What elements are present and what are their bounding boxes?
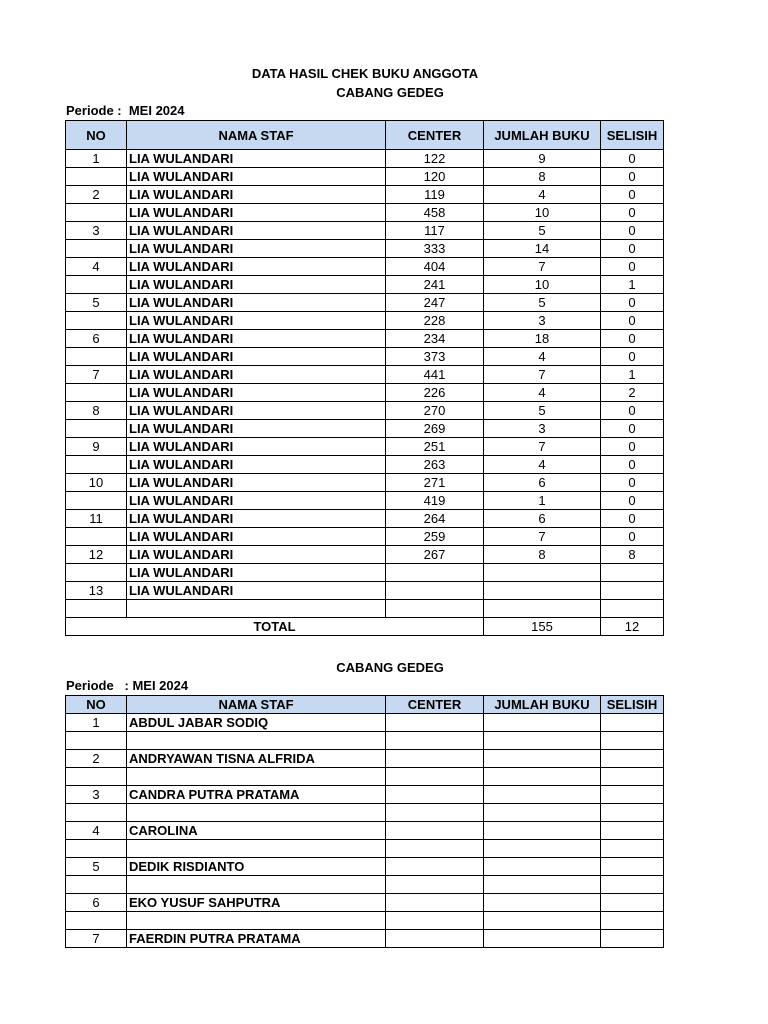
row-jumlah-buku: 4	[484, 384, 601, 402]
row-no	[66, 420, 127, 438]
row-nama-staf: LIA WULANDARI	[127, 168, 386, 186]
row-selisih	[601, 858, 664, 876]
row-jumlah-buku: 10	[484, 276, 601, 294]
row-center: 271	[386, 474, 484, 492]
row-selisih: 0	[601, 186, 664, 204]
row-jumlah-buku	[484, 564, 601, 582]
row-center	[386, 876, 484, 894]
row-no: 1	[66, 714, 127, 732]
row-center: 333	[386, 240, 484, 258]
row-selisih: 0	[601, 348, 664, 366]
row-selisih	[601, 768, 664, 786]
header-nama-staf: NAMA STAF	[127, 121, 386, 150]
table-row	[66, 150, 664, 168]
row-no	[66, 564, 127, 582]
row-jumlah-buku	[484, 912, 601, 930]
row-jumlah-buku: 1	[484, 492, 601, 510]
row-selisih	[601, 600, 664, 618]
row-jumlah-buku	[484, 582, 601, 600]
table-row	[66, 510, 664, 528]
header-center: CENTER	[386, 696, 484, 714]
row-no: 4	[66, 822, 127, 840]
row-center: 241	[386, 276, 484, 294]
row-center: 263	[386, 456, 484, 474]
section2-subtitle: CABANG GEDEG	[336, 660, 444, 675]
row-jumlah-buku: 3	[484, 420, 601, 438]
table-row	[66, 804, 664, 822]
row-selisih	[601, 786, 664, 804]
header-no: NO	[66, 121, 127, 150]
row-center: 247	[386, 294, 484, 312]
row-selisih	[601, 732, 664, 750]
row-selisih: 0	[601, 258, 664, 276]
row-nama-staf: LIA WULANDARI	[127, 510, 386, 528]
row-no: 1	[66, 150, 127, 168]
row-center	[386, 714, 484, 732]
table-row	[66, 768, 664, 786]
table-row	[66, 492, 664, 510]
row-nama-staf: LIA WULANDARI	[127, 528, 386, 546]
table-row	[66, 258, 664, 276]
row-no	[66, 876, 127, 894]
row-nama-staf: LIA WULANDARI	[127, 366, 386, 384]
row-center	[386, 858, 484, 876]
row-jumlah-buku: 4	[484, 348, 601, 366]
row-no	[66, 528, 127, 546]
row-selisih: 0	[601, 240, 664, 258]
row-center: 373	[386, 348, 484, 366]
row-jumlah-buku	[484, 768, 601, 786]
row-jumlah-buku: 7	[484, 258, 601, 276]
row-jumlah-buku	[484, 804, 601, 822]
row-jumlah-buku: 7	[484, 528, 601, 546]
row-jumlah-buku: 14	[484, 240, 601, 258]
table-row	[66, 186, 664, 204]
table-row	[66, 168, 664, 186]
row-selisih	[601, 876, 664, 894]
table-row	[66, 858, 664, 876]
row-selisih: 0	[601, 204, 664, 222]
row-selisih: 1	[601, 366, 664, 384]
row-selisih: 0	[601, 222, 664, 240]
row-nama-staf: LIA WULANDARI	[127, 240, 386, 258]
row-nama-staf: LIA WULANDARI	[127, 474, 386, 492]
header-nama-staf: NAMA STAF	[127, 696, 386, 714]
row-no	[66, 312, 127, 330]
table-row	[66, 750, 664, 768]
table-row	[66, 348, 664, 366]
row-center	[386, 894, 484, 912]
row-jumlah-buku: 5	[484, 294, 601, 312]
row-center: 269	[386, 420, 484, 438]
row-no: 10	[66, 474, 127, 492]
row-jumlah-buku: 3	[484, 312, 601, 330]
row-center: 419	[386, 492, 484, 510]
row-selisih: 1	[601, 276, 664, 294]
row-jumlah-buku: 8	[484, 168, 601, 186]
table-row	[66, 474, 664, 492]
row-nama-staf: LIA WULANDARI	[127, 258, 386, 276]
row-nama-staf: ANDRYAWAN TISNA ALFRIDA	[127, 750, 386, 768]
row-selisih: 0	[601, 510, 664, 528]
header-jumlah-buku: JUMLAH BUKU	[484, 696, 601, 714]
row-center: 251	[386, 438, 484, 456]
table-row	[66, 876, 664, 894]
row-nama-staf	[127, 912, 386, 930]
row-nama-staf: LIA WULANDARI	[127, 186, 386, 204]
row-no: 6	[66, 330, 127, 348]
row-center: 441	[386, 366, 484, 384]
row-jumlah-buku: 7	[484, 366, 601, 384]
row-selisih	[601, 840, 664, 858]
row-nama-staf: LIA WULANDARI	[127, 456, 386, 474]
row-no	[66, 276, 127, 294]
row-nama-staf: LIA WULANDARI	[127, 402, 386, 420]
row-center: 234	[386, 330, 484, 348]
row-selisih: 0	[601, 312, 664, 330]
total-label: TOTAL	[66, 618, 484, 636]
table-row	[66, 732, 664, 750]
row-selisih: 2	[601, 384, 664, 402]
row-selisih: 0	[601, 474, 664, 492]
row-nama-staf: FAERDIN PUTRA PRATAMA	[127, 930, 386, 948]
row-nama-staf: EKO YUSUF SAHPUTRA	[127, 894, 386, 912]
row-selisih: 0	[601, 168, 664, 186]
row-no	[66, 912, 127, 930]
table-row	[66, 384, 664, 402]
table-row	[66, 402, 664, 420]
row-selisih	[601, 582, 664, 600]
row-jumlah-buku: 18	[484, 330, 601, 348]
row-selisih: 0	[601, 528, 664, 546]
row-jumlah-buku	[484, 930, 601, 948]
row-jumlah-buku: 7	[484, 438, 601, 456]
row-selisih: 8	[601, 546, 664, 564]
row-jumlah-buku: 8	[484, 546, 601, 564]
row-center	[386, 600, 484, 618]
table-row	[66, 894, 664, 912]
row-nama-staf	[127, 768, 386, 786]
table-row	[66, 456, 664, 474]
row-selisih	[601, 912, 664, 930]
total-jumlah-buku: 155	[484, 618, 601, 636]
row-center	[386, 732, 484, 750]
row-nama-staf: LIA WULANDARI	[127, 150, 386, 168]
total-row	[66, 618, 664, 636]
row-selisih	[601, 714, 664, 732]
table-row	[66, 420, 664, 438]
section2-periode-label: Periode : MEI 2024	[66, 678, 189, 693]
row-nama-staf: DEDIK RISDIANTO	[127, 858, 386, 876]
table-row	[66, 546, 664, 564]
row-no: 9	[66, 438, 127, 456]
row-no: 12	[66, 546, 127, 564]
row-nama-staf: LIA WULANDARI	[127, 312, 386, 330]
row-no: 5	[66, 858, 127, 876]
row-jumlah-buku	[484, 876, 601, 894]
row-center	[386, 912, 484, 930]
row-no	[66, 348, 127, 366]
table-row	[66, 240, 664, 258]
staff-list-table	[65, 695, 664, 948]
row-nama-staf: LIA WULANDARI	[127, 222, 386, 240]
row-no: 2	[66, 750, 127, 768]
row-nama-staf: CANDRA PUTRA PRATAMA	[127, 786, 386, 804]
row-no: 4	[66, 258, 127, 276]
table-row	[66, 276, 664, 294]
row-no: 2	[66, 186, 127, 204]
row-nama-staf: LIA WULANDARI	[127, 384, 386, 402]
row-nama-staf: LIA WULANDARI	[127, 294, 386, 312]
row-jumlah-buku	[484, 714, 601, 732]
row-selisih: 0	[601, 402, 664, 420]
table-row	[66, 366, 664, 384]
branch-subtitle: CABANG GEDEG	[336, 85, 444, 100]
row-no	[66, 456, 127, 474]
row-nama-staf: LIA WULANDARI	[127, 564, 386, 582]
row-center	[386, 582, 484, 600]
row-jumlah-buku: 10	[484, 204, 601, 222]
row-jumlah-buku	[484, 894, 601, 912]
row-center	[386, 768, 484, 786]
header-jumlah-buku: JUMLAH BUKU	[484, 121, 601, 150]
table-row	[66, 294, 664, 312]
row-no	[66, 600, 127, 618]
row-nama-staf: LIA WULANDARI	[127, 582, 386, 600]
row-center	[386, 786, 484, 804]
row-no	[66, 768, 127, 786]
row-center: 264	[386, 510, 484, 528]
row-center	[386, 564, 484, 582]
row-center	[386, 750, 484, 768]
row-jumlah-buku: 4	[484, 186, 601, 204]
row-jumlah-buku	[484, 750, 601, 768]
header-no: NO	[66, 696, 127, 714]
row-no: 5	[66, 294, 127, 312]
row-center: 458	[386, 204, 484, 222]
row-selisih: 0	[601, 150, 664, 168]
row-center: 267	[386, 546, 484, 564]
row-no: 13	[66, 582, 127, 600]
table-row	[66, 822, 664, 840]
row-no	[66, 204, 127, 222]
table-row	[66, 222, 664, 240]
row-no	[66, 804, 127, 822]
periode-label: Periode : MEI 2024	[66, 103, 185, 118]
row-no	[66, 384, 127, 402]
table-row	[66, 840, 664, 858]
row-center: 117	[386, 222, 484, 240]
table-row	[66, 912, 664, 930]
row-center: 259	[386, 528, 484, 546]
total-selisih: 12	[601, 618, 664, 636]
row-center: 120	[386, 168, 484, 186]
row-center: 228	[386, 312, 484, 330]
row-nama-staf	[127, 804, 386, 822]
row-selisih: 0	[601, 456, 664, 474]
check-results-table	[65, 120, 664, 636]
table-row	[66, 786, 664, 804]
header-selisih: SELISIH	[601, 696, 664, 714]
row-no	[66, 240, 127, 258]
row-no	[66, 732, 127, 750]
row-selisih: 0	[601, 420, 664, 438]
table-row	[66, 582, 664, 600]
row-center: 122	[386, 150, 484, 168]
row-center	[386, 840, 484, 858]
row-selisih	[601, 894, 664, 912]
row-center	[386, 804, 484, 822]
row-center: 404	[386, 258, 484, 276]
row-selisih	[601, 804, 664, 822]
table-row	[66, 600, 664, 618]
row-selisih: 0	[601, 492, 664, 510]
row-no: 3	[66, 786, 127, 804]
table-row	[66, 714, 664, 732]
row-no: 7	[66, 366, 127, 384]
row-jumlah-buku	[484, 786, 601, 804]
row-nama-staf: LIA WULANDARI	[127, 546, 386, 564]
table-row	[66, 312, 664, 330]
table-row	[66, 438, 664, 456]
table-row	[66, 930, 664, 948]
table-row	[66, 204, 664, 222]
row-no: 6	[66, 894, 127, 912]
row-nama-staf: LIA WULANDARI	[127, 276, 386, 294]
row-nama-staf	[127, 600, 386, 618]
row-jumlah-buku: 4	[484, 456, 601, 474]
row-jumlah-buku	[484, 858, 601, 876]
row-jumlah-buku: 5	[484, 222, 601, 240]
row-jumlah-buku	[484, 840, 601, 858]
row-no	[66, 492, 127, 510]
row-no	[66, 168, 127, 186]
row-nama-staf: LIA WULANDARI	[127, 420, 386, 438]
row-selisih	[601, 564, 664, 582]
row-nama-staf: LIA WULANDARI	[127, 204, 386, 222]
row-jumlah-buku	[484, 732, 601, 750]
row-jumlah-buku: 5	[484, 402, 601, 420]
row-no	[66, 840, 127, 858]
row-nama-staf	[127, 732, 386, 750]
row-jumlah-buku	[484, 822, 601, 840]
row-nama-staf: LIA WULANDARI	[127, 348, 386, 366]
row-center: 226	[386, 384, 484, 402]
row-no: 11	[66, 510, 127, 528]
row-nama-staf	[127, 840, 386, 858]
row-jumlah-buku: 6	[484, 510, 601, 528]
row-selisih	[601, 930, 664, 948]
document-title: DATA HASIL CHEK BUKU ANGGOTA	[251, 66, 479, 81]
row-jumlah-buku: 9	[484, 150, 601, 168]
row-center: 270	[386, 402, 484, 420]
row-selisih: 0	[601, 330, 664, 348]
row-no: 3	[66, 222, 127, 240]
row-nama-staf: CAROLINA	[127, 822, 386, 840]
row-selisih	[601, 750, 664, 768]
table-row	[66, 330, 664, 348]
header-center: CENTER	[386, 121, 484, 150]
row-no: 8	[66, 402, 127, 420]
row-nama-staf: ABDUL JABAR SODIQ	[127, 714, 386, 732]
row-nama-staf: LIA WULANDARI	[127, 438, 386, 456]
row-jumlah-buku	[484, 600, 601, 618]
header-selisih: SELISIH	[601, 121, 664, 150]
table-row	[66, 528, 664, 546]
row-nama-staf	[127, 876, 386, 894]
row-selisih	[601, 822, 664, 840]
row-center	[386, 930, 484, 948]
row-nama-staf: LIA WULANDARI	[127, 492, 386, 510]
row-no: 7	[66, 930, 127, 948]
row-center	[386, 822, 484, 840]
row-jumlah-buku: 6	[484, 474, 601, 492]
row-nama-staf: LIA WULANDARI	[127, 330, 386, 348]
table-row	[66, 564, 664, 582]
row-center: 119	[386, 186, 484, 204]
row-selisih: 0	[601, 438, 664, 456]
row-selisih: 0	[601, 294, 664, 312]
